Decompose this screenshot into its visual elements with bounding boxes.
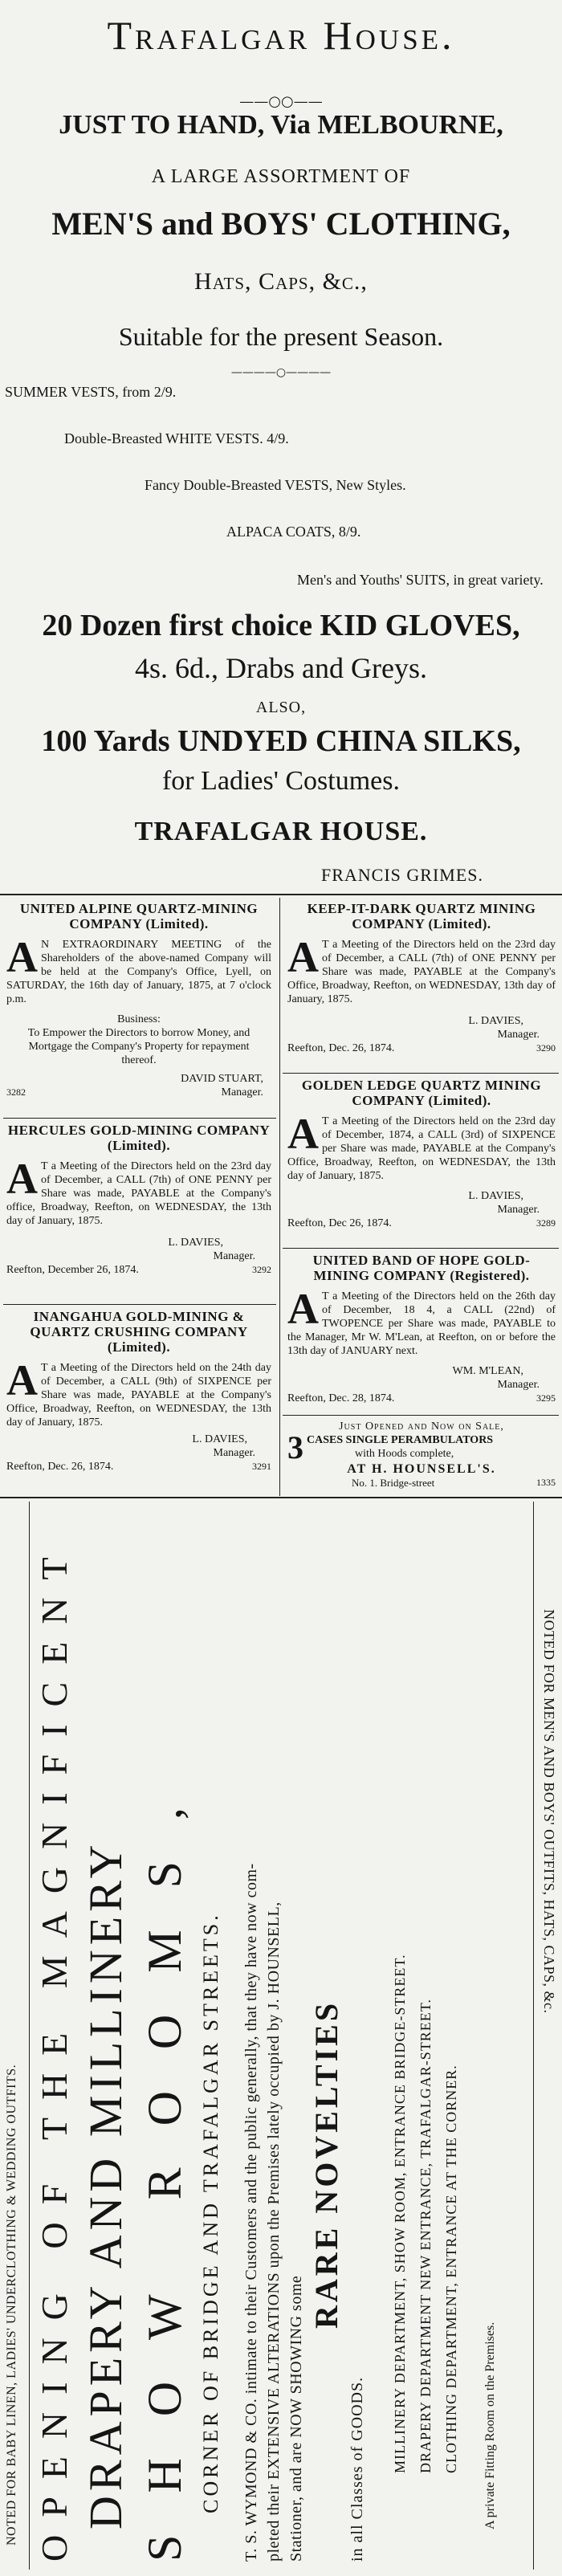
signature: DAVID STUART, xyxy=(181,1073,263,1085)
drop-cap: A xyxy=(287,1110,319,1158)
show-rooms: SHOW ROOMS, xyxy=(138,1766,191,2562)
rule-left-1 xyxy=(3,1118,276,1119)
place-date: Reefton, Dec. 26, 1874. xyxy=(6,1461,114,1473)
rule-before-showroom xyxy=(0,1497,562,1498)
ad-number: 3295 xyxy=(536,1392,556,1404)
notice-text: T a Meeting of the Directors held on the 23rd day of December, a CALL (7th) of ONE PENNY per Share was made, PAYABLE at the Company's Office, Broadway, Reefton, on WEDNESDAY, 13th day of January, 1875. xyxy=(287,939,556,1005)
drop-cap: A xyxy=(6,1155,38,1203)
signature-role: Manager. xyxy=(497,1204,540,1216)
suitable-season: Suitable for the present Season. xyxy=(118,322,444,351)
ad-number: 3289 xyxy=(536,1217,556,1229)
notice-title: GOLDEN LEDGE QUARTZ MINING COMPANY (Limited). xyxy=(301,1078,542,1108)
business-text: To Empower the Directors to borrow Money, and Mortgage the Company's Property for repayment thereof. xyxy=(27,1027,250,1066)
ad-number: 3290 xyxy=(536,1042,556,1054)
white-vests: Double-Breasted WHITE VESTS. 4/9. xyxy=(64,430,289,446)
ad-number: 3282 xyxy=(6,1086,26,1098)
opening-headline: OPENING OF THE MAGNIFICENT xyxy=(34,1539,75,2562)
notice-text: T a Meeting of the Directors held on the 23rd day of December, 1874, a CALL (3rd) of SIXPENCE per Share was made, PAYABLE at the Company's Office, Broadway, Reefton, on WEDNESDAY, the 13th day of January, 1875. xyxy=(287,1115,556,1182)
notice-title: KEEP-IT-DARK QUARTZ MINING COMPANY (Limited). xyxy=(307,901,536,931)
youths-suits: Men's and Youths' SUITS, in great variety. xyxy=(297,572,544,588)
signature: L. DAVIES, xyxy=(468,1190,523,1202)
signature: L. DAVIES, xyxy=(468,1015,523,1027)
signature: L. DAVIES, xyxy=(168,1237,223,1249)
notice-title: HERCULES GOLD-MINING COMPANY (Limited). xyxy=(7,1123,271,1153)
notice-title: UNITED BAND OF HOPE GOLD-MINING COMPANY (Registered). xyxy=(312,1253,531,1283)
corner-streets: CORNER OF BRIDGE AND TRAFALGAR STREETS. xyxy=(199,1912,222,2513)
signature-role: Manager. xyxy=(497,1029,540,1041)
rule-right-1 xyxy=(283,1073,559,1074)
ornament-divider: ——○○—— xyxy=(239,93,323,110)
hounsell-line: AT H. HOUNSELL'S. xyxy=(347,1462,496,1476)
ad-number: 3292 xyxy=(252,1264,271,1275)
signature-role: Manager. xyxy=(213,1447,255,1459)
fancy-vests: Fancy Double-Breasted VESTS, New Styles. xyxy=(145,477,406,493)
china-silks-2: for Ladies' Costumes. xyxy=(161,766,401,796)
also: ALSO, xyxy=(255,699,307,716)
perambulators-line: CASES SINGLE PERAMBULATORS xyxy=(307,1434,494,1446)
side-text-right: NOTED FOR MEN'S AND BOYS' OUTFITS, HATS, CAPS, &c. xyxy=(541,1609,557,2014)
business-label: Business: xyxy=(117,1013,161,1025)
alpaca-coats: ALPACA COATS, 8/9. xyxy=(226,524,361,540)
drop-cap: A xyxy=(6,1356,38,1404)
ad-number: 3291 xyxy=(252,1461,271,1472)
intro-line-2: pleted their EXTENSIVE ALTERATIONS upon the Premises lately occupied by J. HOUNSELL, xyxy=(265,1901,283,2562)
notice-text: N EXTRAORDINARY MEETING of the Shareholders of the above-named Company will be held at the Company's Office, Lyell, on SATURDAY, the 16th day of January, 1875, at 7 o'clock p.m. xyxy=(6,939,271,1005)
bridge-street: No. 1. Bridge-street xyxy=(352,1477,435,1489)
rule-top xyxy=(0,894,562,895)
signature: WM. M'LEAN, xyxy=(452,1365,523,1377)
column-divider xyxy=(279,898,280,1496)
notice-title: UNITED ALPINE QUARTZ-MINING COMPANY (Limited). xyxy=(19,901,259,931)
intro-line-1: T. S. WYMOND & CO. intimate to their Customers and the public generally, that they have now com- xyxy=(242,1863,260,2562)
dept-drapery: DRAPERY DEPARTMENT NEW ENTRANCE, TRAFALGAR-STREET. xyxy=(417,1999,434,2473)
signature-role: Manager. xyxy=(213,1250,255,1262)
showroom-border-right xyxy=(533,1502,534,2570)
notice-text: T a Meeting of the Directors held on the 23rd day of December, a CALL (7th) of ONE PENNY per Share was made, PAYABLE at the Company's office, Broadway, Reefton, on WEDNESDAY, the 13th day of January, 1875. xyxy=(6,1160,271,1227)
trafalgar-house-footer: TRAFALGAR HOUSE. xyxy=(134,817,428,846)
hats-caps: Hats, Caps, &c., xyxy=(194,268,368,295)
drapery-millinery: DRAPERY AND MILLINERY xyxy=(79,1840,132,2529)
drop-cap: A xyxy=(287,933,319,981)
place-date: Reefton, Dec. 26, 1874. xyxy=(287,1042,395,1054)
just-opened: Just Opened and Now on Sale, xyxy=(339,1420,504,1433)
dept-clothing: CLOTHING DEPARTMENT, ENTRANCE AT THE CORNER. xyxy=(443,2064,459,2473)
place-date: Reefton, December 26, 1874. xyxy=(6,1264,139,1276)
trafalgar-house-title: Trafalgar House. xyxy=(107,13,455,58)
rule-right-2 xyxy=(283,1248,559,1249)
drop-cap: A xyxy=(6,933,38,981)
rare-novelties: RARE NOVELTIES xyxy=(308,1999,344,2329)
side-text-left: NOTED FOR BABY LINEN, LADIES' UNDERCLOTHING & WEDDING OUTFITS. xyxy=(5,2064,18,2545)
notice-united-alpine xyxy=(6,901,271,1099)
notice-golden-ledge xyxy=(287,1078,556,1230)
notice-text: T a Meeting of the Directors held on the 24th day of December, a CALL (9th) of SIXPENCE per Share was made, PAYABLE at the Company's Office, Broadway, Reefton, on WEDNESDAY, the 13th day of January, 1875. xyxy=(6,1362,271,1429)
hoods-line: with Hoods complete, xyxy=(355,1448,454,1460)
kid-gloves-2: 4s. 6d., Drabs and Greys. xyxy=(135,652,427,684)
francis-grimes: FRANCIS GRIMES. xyxy=(321,865,484,885)
notice-inangahua xyxy=(6,1309,271,1473)
showroom-border-left xyxy=(29,1502,30,2570)
notice-keep-it-dark xyxy=(287,901,556,1055)
signature: L. DAVIES, xyxy=(192,1433,247,1445)
china-silks-1: 100 Yards UNDYED CHINA SILKS, xyxy=(41,724,521,758)
just-to-hand: JUST TO HAND, Via MELBOURNE, xyxy=(59,110,503,140)
notice-text: T a Meeting of the Directors held on the 26th day of December, 18 4, a CALL (22nd) of TWOPENCE per Share was made, PAYABLE to the Manager, Mr W. M'Lean, at Reefton, on or before the 13th day of JANUARY next. xyxy=(287,1290,556,1357)
dept-millinery: MILLINERY DEPARTMENT, SHOW ROOM, ENTRANCE BRIDGE-STREET. xyxy=(392,1954,408,2473)
notice-hercules xyxy=(6,1123,271,1277)
place-date: Reefton, Dec. 28, 1874. xyxy=(287,1392,395,1404)
drop-cap: A xyxy=(287,1285,319,1333)
place-date: Reefton, Dec 26, 1874. xyxy=(287,1217,392,1229)
notice-title: INANGAHUA GOLD-MINING & QUARTZ CRUSHING COMPANY (Limited). xyxy=(30,1309,248,1355)
perambulators-ad xyxy=(287,1420,556,1490)
fitting-room: A private Fitting Room on the Premises. xyxy=(483,2321,497,2529)
big-numeral: 3 xyxy=(287,1429,303,1465)
rule-right-3 xyxy=(283,1415,559,1416)
large-assortment: A LARGE ASSORTMENT OF xyxy=(151,166,411,187)
ad-number: 1335 xyxy=(536,1477,556,1488)
signature-role: Manager. xyxy=(497,1379,540,1391)
rule-left-2 xyxy=(3,1304,276,1305)
ornament-divider-2: ————○———— xyxy=(230,366,332,379)
kid-gloves-1: 20 Dozen first choice KID GLOVES, xyxy=(42,609,520,642)
mens-boys-clothing: MEN'S and BOYS' CLOTHING, xyxy=(51,206,511,242)
all-classes: in all Classes of GOODS. xyxy=(348,2376,366,2562)
signature-role: Manager. xyxy=(221,1086,263,1098)
summer-vests: SUMMER VESTS, from 2/9. xyxy=(5,384,177,400)
intro-line-3: Stationer, and are NOW SHOWING some xyxy=(287,2275,305,2562)
notice-band-of-hope xyxy=(287,1253,556,1405)
